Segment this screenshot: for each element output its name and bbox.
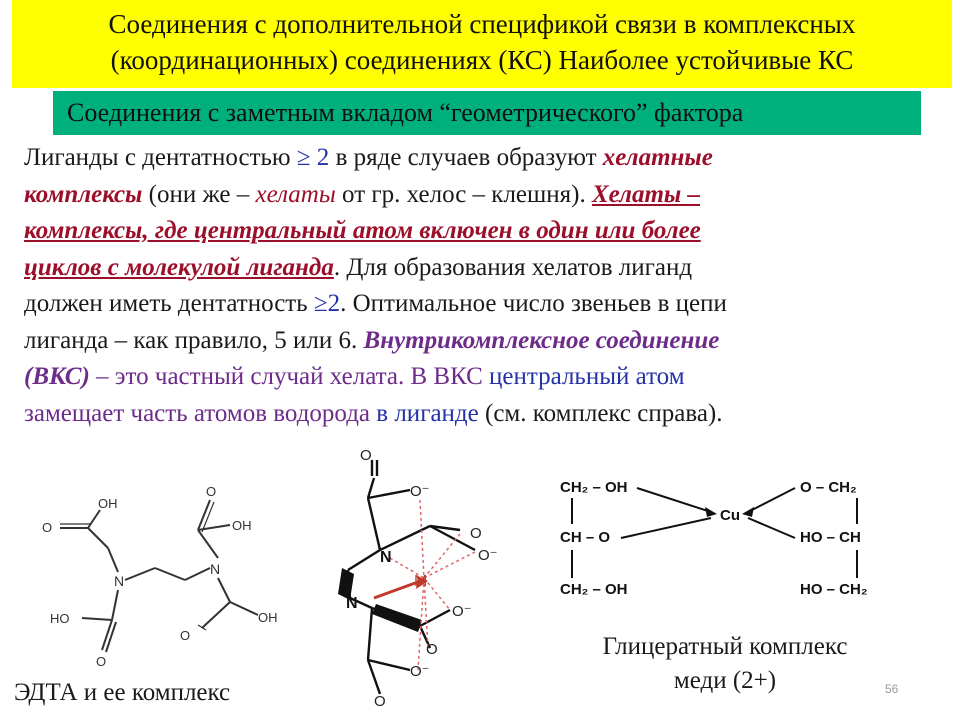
glycerate-row3-left: CH₂ – OH	[560, 581, 628, 598]
definition-middle: комплексы, где центральный атом включен в один или более	[24, 217, 701, 244]
edta-o-label: O	[180, 628, 191, 643]
term-vks: (ВКС)	[24, 363, 90, 390]
complex-o-minus-label: O⁻	[452, 603, 472, 620]
edta-oh-label: OH	[232, 518, 252, 533]
complex-o-label: O	[470, 525, 482, 542]
definition-start: Хелаты –	[591, 180, 701, 208]
text-segment: от гр. хелос – клешня).	[335, 180, 592, 208]
copper-label: Cu	[720, 507, 740, 524]
caption-edta: ЭДТА и ее комплекс	[14, 679, 231, 706]
term-complexes: комплексы	[24, 180, 143, 208]
complex-n-label: N	[380, 549, 392, 566]
wedge-bond	[372, 604, 422, 632]
complex-n-label: N	[346, 595, 358, 612]
term-central-atom: центральный атом	[489, 363, 685, 390]
body-line-4	[24, 250, 934, 287]
text-segment: . Для образования хелатов лиганд	[333, 253, 693, 281]
body-line-1	[24, 140, 934, 177]
dentate-value: ≥2	[313, 290, 341, 317]
complex-o-minus-label: O⁻	[478, 547, 498, 564]
text-segment: должен иметь дентатность	[24, 290, 314, 317]
text-segment: Лиганды с дентатностью	[24, 144, 297, 171]
text-segment: в ряде случаев образуют	[329, 144, 603, 171]
text-segment: – это частный случай хелата. В ВКС	[89, 363, 490, 390]
edta-o-label: O	[206, 484, 217, 499]
edta-o-label: O	[96, 654, 107, 669]
edta-oh-label: OH	[258, 610, 278, 625]
text-segment: (они же –	[142, 180, 256, 208]
caption-glycerate-line-2: меди (2+)	[673, 667, 777, 694]
glycerate-complex-diagram	[545, 462, 890, 612]
body-line-6	[24, 323, 934, 360]
caption-glycerate	[560, 630, 890, 698]
text-segment: замещает часть атомов водорода	[24, 399, 377, 427]
edta-n-label: N	[114, 573, 125, 589]
edta-oh-label: OH	[98, 496, 118, 511]
title-line-1: Соединения с дополнительной спецификой связи в комплексных	[108, 9, 856, 39]
edta-ho-label: HO	[50, 611, 70, 626]
definition-end: циклов с молекулой лиганда	[24, 253, 334, 281]
edta-o-label: O	[42, 520, 53, 535]
body-line-3	[24, 213, 934, 250]
metal-m-label: M	[414, 573, 428, 590]
glycerate-row1-right: O – CH₂	[800, 479, 857, 496]
glycerate-row2-right: HO – CH	[800, 529, 861, 546]
dentate-value: ≥ 2	[296, 144, 330, 171]
page-number: 56	[885, 682, 899, 696]
body-paragraph	[24, 140, 934, 432]
term-chelate-complexes: хелатные	[602, 144, 713, 171]
edta-n-label: N	[210, 561, 221, 577]
complex-o-label: O	[374, 693, 386, 708]
glycerate-row3-right: HO – CH₂	[800, 581, 868, 598]
body-line-5	[24, 286, 934, 323]
subtitle-banner: Соединения с заметным вкладом “геометрического” фактора	[53, 91, 921, 135]
edta-structure-diagram	[30, 470, 280, 670]
term-in-ligand: в лиганде	[376, 399, 479, 427]
term-inner-complex: Внутрикомплексное соединение	[363, 326, 720, 354]
title-banner	[12, 0, 952, 88]
body-line-7	[24, 359, 934, 396]
text-segment: (см. комплекс справа).	[478, 399, 723, 427]
text-segment: . Оптимальное число звеньев в цепи	[340, 290, 727, 317]
complex-o-minus-label: O⁻	[410, 663, 430, 680]
title-line-2: (координационных) соединениях (КС) Наиболее устойчивые КС	[110, 45, 854, 75]
text-segment: лиганда – как правило, 5 или 6.	[24, 326, 364, 354]
caption-glycerate-line-1: Глицератный комплекс	[602, 633, 848, 660]
body-line-2	[24, 177, 934, 214]
complex-o-minus-label: O⁻	[410, 483, 430, 500]
metal-complex-diagram	[310, 448, 510, 708]
complex-o-label: O	[426, 641, 438, 658]
complex-o-label: O	[360, 448, 372, 464]
glycerate-row2-left: CH – O	[560, 529, 611, 546]
glycerate-row1-left: CH₂ – OH	[560, 479, 628, 496]
term-chelates: хелаты	[255, 180, 336, 208]
body-line-8	[24, 396, 934, 433]
